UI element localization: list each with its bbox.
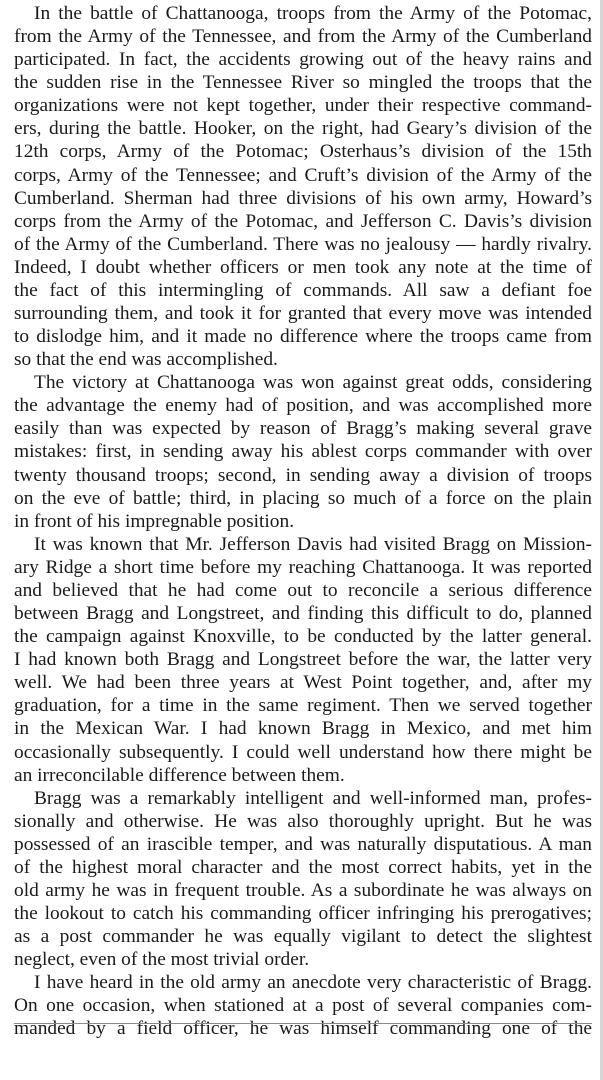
text-line: the fact of this intermingling of commands. All saw a defiant foe [14,279,592,301]
text-line: I have heard in the old army an anecdote very characteristic of Bragg. [34,972,592,994]
text-line: organizations were not kept together, under their respective command- [14,95,592,117]
text-line: of the Army of the Cumberland. There was no jealousy — hardly rivalry. [14,233,592,255]
text-line: from the Army of the Tennessee, and from the Army of the Cumberland [14,26,592,48]
text-line: the lookout to catch his commanding officer infringing his prerogatives; [14,903,592,925]
text-line: twenty thousand troops; second, in sending away a division of troops [14,464,592,486]
text-line: on the eve of battle; third, in placing so much of a force on the plain [14,487,592,509]
text-line: sionally and otherwise. He was also thoroughly upright. But he was [14,810,592,832]
text-line: Bragg was a remarkably intelligent and well-informed man, profes- [34,787,592,809]
text-line: corps from the Army of the Potomac, and Jefferson C. Davis’s division [14,210,592,232]
text-line: The victory at Chattanooga was won against great odds, considering [34,372,592,394]
text-line: surrounding them, and took it for granted that every move was intended [14,303,592,325]
text-line: 12th corps, Army of the Potomac; Osterhaus’s division of the 15th [14,141,592,163]
text-line: of the highest moral character and the most correct habits, yet in the [14,856,592,878]
text-line: corps, Army of the Tennessee; and Cruft’s division of the Army of the [14,164,592,186]
text-line: old army he was in frequent trouble. As a subordinate he was always on [14,879,592,901]
text-line: so that the end was accomplished. [14,349,278,371]
text-line: On one occasion, when stationed at a post of several companies com- [14,995,592,1017]
text-line: Cumberland. Sherman had three divisions of his own army, Howard’s [14,187,592,209]
text-line: ers, during the battle. Hooker, on the right, had Geary’s division of the [14,118,592,140]
paragraph [14,371,592,533]
text-line: In the battle of Chattanooga, troops from the Army of the Potomac, [34,3,592,24]
text-line: mistakes: first, in sending away his ablest corps commander with over [14,441,592,463]
text-line: an irreconcilable difference between them. [14,764,345,786]
text-line: graduation, for a time in the same regiment. Then we served together [14,695,592,717]
text-line: in front of his impregnable position. [14,510,295,532]
text-line: participated. In fact, the accidents growing out of the heavy rains and [14,49,592,71]
book-page [14,2,592,1041]
scan-artifact-line [14,1023,592,1024]
text-line: possessed of an irascible temper, and was naturally disputatious. A man [14,833,592,855]
text-line: ary Ridge a short time before my reaching Chattanooga. It was reported [14,556,592,578]
text-line: easily than was expected by reason of Bragg’s making several grave [14,418,592,440]
paragraph [14,533,592,787]
text-line: between Bragg and Longstreet, and finding this difficult to do, planned [14,603,592,625]
text-line: in the Mexican War. I had known Bragg in Mexico, and met him [14,718,592,740]
text-line: and believed that he had come out to reconcile a serious difference [14,579,592,601]
text-line: the sudden rise in the Tennessee River so mingled the troops that the [14,72,592,94]
text-line: as a post commander he was equally vigilant to detect the slightest [14,926,592,948]
paragraph [14,787,592,972]
text-line: well. We had been three years at West Point together, and, after my [14,672,592,694]
text-line: neglect, even of the most trivial order. [14,949,310,971]
text-line: the campaign against Knoxville, to be conducted by the latter general. [14,626,592,648]
paragraph [14,2,592,371]
paragraph [14,971,592,1040]
text-line: I had known both Bragg and Longstreet before the war, the latter very [14,649,592,671]
text-line: manded by a field officer, he was himself commanding one of the [14,1018,592,1040]
text-line: to dislodge him, and it made no difference where the troops came from [14,326,592,348]
text-line: occasionally subsequently. I could well understand how there might be [14,741,592,763]
text-line: the advantage the enemy had of position, and was accomplished more [14,395,592,417]
text-line: It was known that Mr. Jefferson Davis had visited Bragg on Mission- [34,533,592,555]
text-line: Indeed, I doubt whether officers or men took any note at the time of [14,256,592,278]
